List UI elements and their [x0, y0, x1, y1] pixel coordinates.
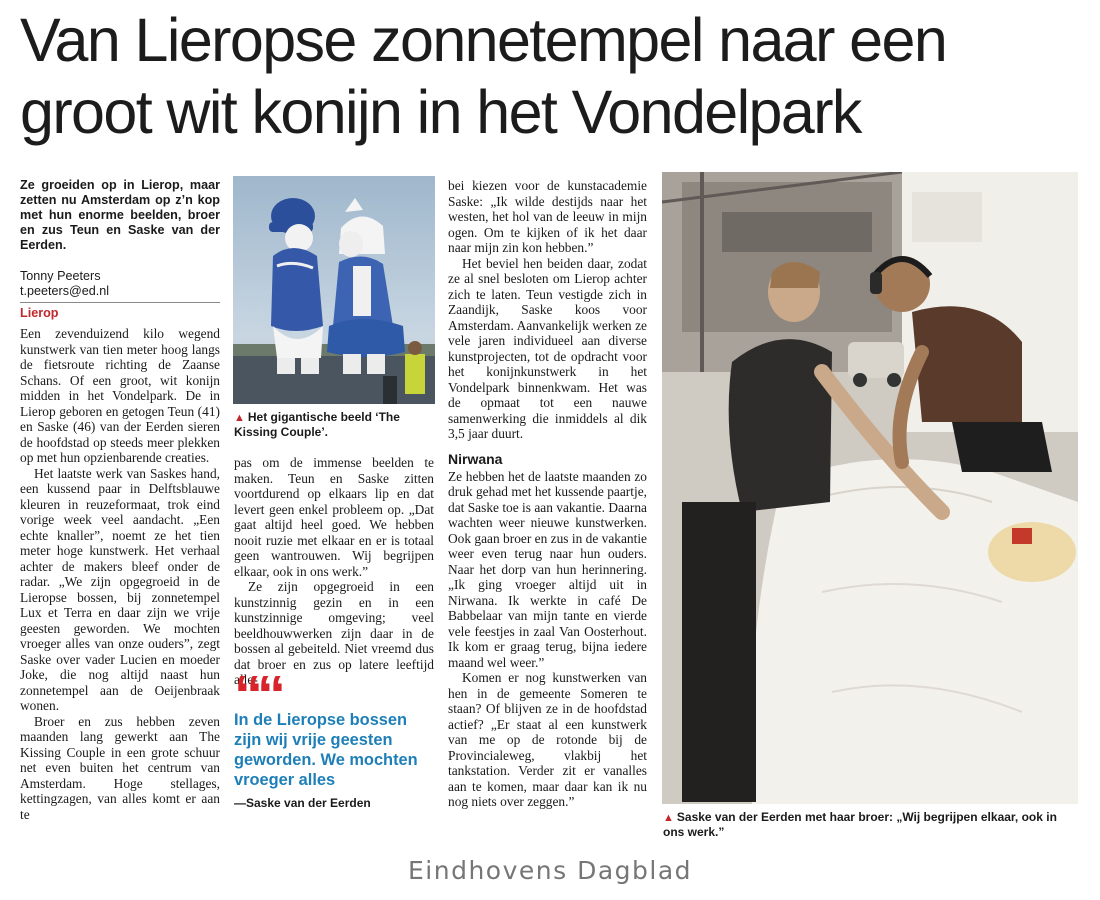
body-paragraph: Komen er nog kunstwerken van hen in de gemeente Someren te staan? Of blijven ze in de hoofdstad actief? „Er staat al een kunstwerk van me op de rotonde bij de Provincialeweg, vlakbij het tankstation. Verder zit er vanalles aan te komen, maar daar kan ik nu nog niets over zeggen.”	[448, 670, 647, 809]
pull-quote-text: In de Lieropse bossen zijn wij vrije geesten geworden. We mochten vroeger alles	[234, 711, 418, 789]
author-email: t.peeters@ed.nl	[20, 284, 110, 298]
body-paragraph: Ze hebben het de laatste maanden zo druk gehad met het kussende paartje, dat Saske toe is aan vakantie. Daarna wachten weer nieuwe kunstwerken. Ook gaan broer en zus in de vakantie weer even terug naar hun ouders. Naar het dorp van hun herinnering. „Ik ging vroeger altijd uit in Nirwana. Ik werkte in café De Babbelaar van mijn tante en vierde vele feestjes in zaal Van Oosterhout. Ik kom er graag terug, bijna iedere maand wel weer.”	[448, 468, 647, 670]
intro: Ze groeiden op in Lierop, maar zetten nu Amsterdam op z’n kop met hun enorme beelden, broer en zus Teun en Saske van der Eerden.	[20, 178, 220, 252]
headline: Van Lieropse zonnetempel naar een groot wit konijn in het Vondelpark	[20, 6, 947, 146]
caption-triangle-icon: ▲	[663, 812, 674, 824]
photo-1-caption: ▲ Het gigantische beeld ‘The Kissing Couple’.	[234, 410, 400, 439]
photo-2-caption: ▲ Saske van der Eerden met haar broer: „Wij begrijpen elkaar, ook in ons werk.”	[663, 810, 1057, 839]
body-paragraph: Een zevenduizend kilo wegend kunstwerk van tien meter hoog langs de fietsroute richting de Zaanse Schans. Of een groot, wit konijn midden in het Vondelpark. De in Lierop geboren en getogen Teun (41) en Saske (46) van der Eerden sieren de hoofdstad op steeds meer plekken op met hun opzienbarende creaties.	[20, 326, 220, 465]
body-paragraph: Het laatste werk van Saskes hand, een kussend paar in Delftsblauwe kleuren in reuzeformaat, trok eind vorige week veel aandacht. „Een echte knaller”, noemt ze het tien meter hoge kunstwerk. Het verhaal achter de makers bleef onder de radar. „We zijn opgegroeid in de Lieropse bossen, bij zonnetempel Lux et Terra en daar zijn we vrije geesten geworden. We mochten vroeger alles van onze ouders”, zegt Saske over vader Lucien en moeder Joke, die nog altijd naast hun zonnetempel aan de Oeijenbraak wonen.	[20, 465, 220, 713]
column-3	[448, 178, 647, 810]
caption-triangle-icon: ▲	[234, 412, 245, 424]
body-paragraph: Het beviel hen beiden daar, zodat ze al snel besloten om Lierop achter zich te laten. Teun vestigde zich in Zaandijk, Saske koos voor Amsterdam. Aanvankelijk werken ze vele jaren individueel aan diverse kunstprojecten, tot de opdracht voor het konijnkunstwerk in het Vondelpark binnenkwam. Het was de opmaat tot een nauwe samenwerking die inmiddels al dik 3,5 jaar duurt.	[448, 255, 647, 441]
photo-kissing-couple	[233, 176, 435, 404]
quote-mark-icon	[234, 676, 434, 708]
photo-workshop	[662, 172, 1078, 804]
author-name: Tonny Peeters	[20, 269, 101, 283]
byline-rule	[20, 302, 220, 303]
body-paragraph: Ze zijn opgegroeid in een kunstzinnig gezin en in een kunstzinnige omgeving; veel beeldhouwwerken zijn daar in de bossen al gebeiteld. Niet vreemd dus dat broer en zus op latere leeftijd alle-	[234, 579, 434, 687]
byline	[20, 269, 220, 299]
column-1	[20, 178, 220, 822]
column-2	[234, 455, 434, 688]
masthead: Eindhovens Dagblad	[407, 856, 693, 885]
body-paragraph: Broer en zus hebben zeven maanden lang gewerkt aan The Kissing Couple in een grote schuur net even buiten het centrum van Amsterdam. Hoge stellages, kettingzagen, van alles komt er aan te	[20, 713, 220, 822]
body-paragraph: pas om de immense beelden te maken. Teun en Saske zitten voortdurend op elkaars lip en dat levert geen enkel probleem op. „Dat gaat altijd heel goed. We hebben nooit ruzie met elkaar en er is totaal geen wantrouwen. Wij begrijpen elkaar, ook in ons werk.”	[234, 455, 434, 579]
dateline: Lierop	[20, 306, 59, 320]
pull-quote	[234, 676, 434, 810]
body-paragraph: bei kiezen voor de kunstacademie Saske: „Ik wilde destijds naar het westen, het hol van de leeuw in mijn ogen. Om te kijken of ik het daar naar mijn zin kon hebben.”	[448, 178, 647, 255]
pull-quote-source: —Saske van der Eerden	[234, 796, 371, 810]
subheading: Nirwana	[448, 450, 503, 467]
